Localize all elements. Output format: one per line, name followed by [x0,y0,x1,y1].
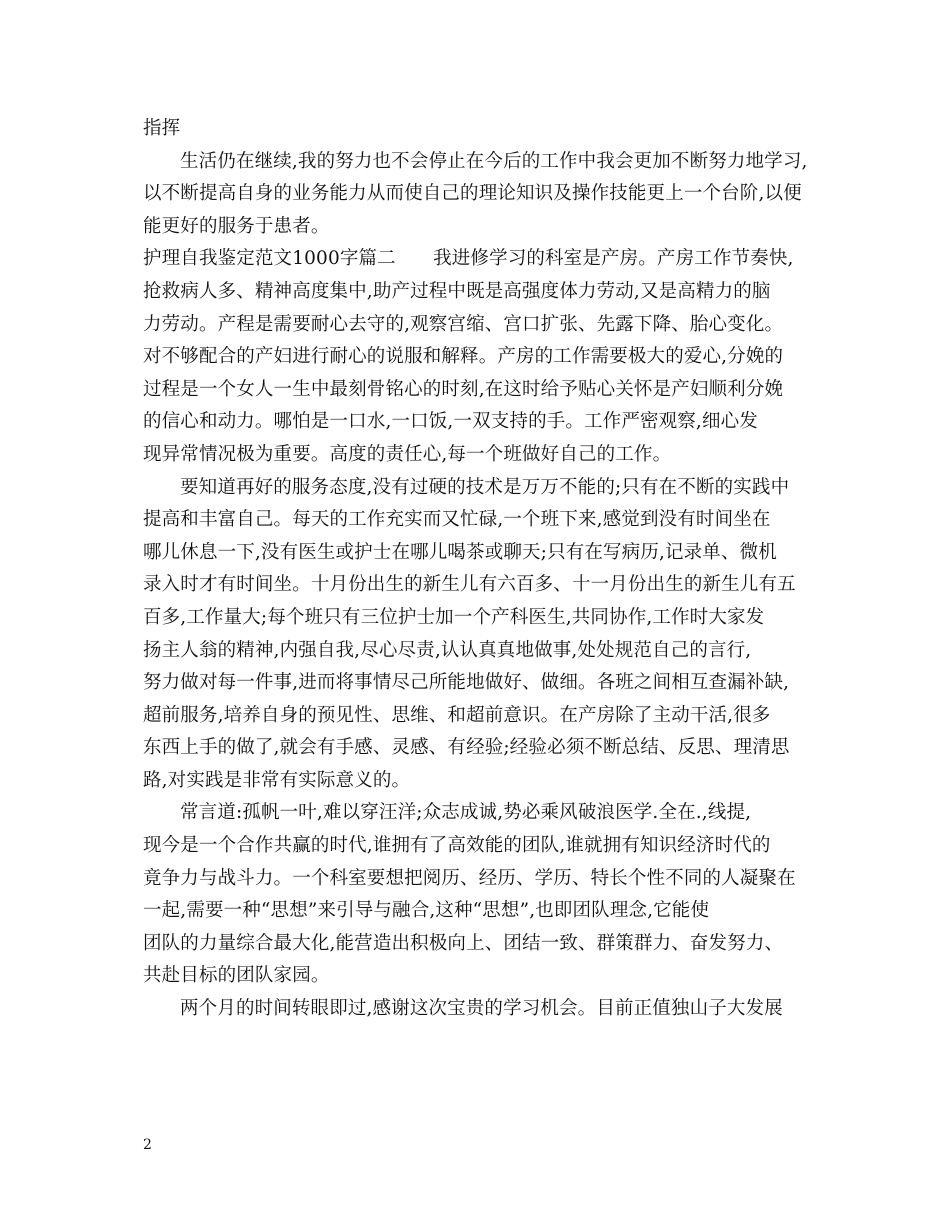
text-line: 超前服务,培养自身的预见性、思维、和超前意识。在产房除了主动干活,很多 [143,704,771,726]
text-line: 努力做对每一件事,进而将事情尽己所能地做好、做细。各班之间相互查漏补缺, [143,672,790,694]
text-line: 能更好的服务于患者。 [143,215,330,237]
text-line: 对不够配合的产妇进行耐心的说服和解释。产房的工作需要极大的爱心,分娩的 [143,346,784,368]
text-line: 竟争力与战斗力。一个科室要想把阅历、经历、学历、特长个性不同的人凝聚在 [143,867,796,889]
paragraph-start-line: 常言道:孤帆一叶,难以穿汪洋;众志成诚,势必乘风破浪医学.全在.,线提, [180,802,752,824]
text-line: 过程是一个女人一生中最刻骨铭心的时刻,在这时给予贴心关怀是产妇顺利分娩 [143,378,784,400]
paragraph-start-line: 生活仍在继续,我的努力也不会停止在今后的工作中我会更加不断努力地学习, [180,150,808,172]
text-line: 团队的力量综合最大化,能营造出积极向上、团结一致、群策群力、奋发努力、 [143,932,784,954]
paragraph-start-line: 要知道再好的服务态度,没有过硬的技术是万万不能的;只有在不断的实践中 [180,476,790,498]
text-line: 一起,需要一种“思想”来引导与融合,这种“思想”,也即团队理念,它能使 [143,900,710,922]
text-line: 共赴目标的团队家园。 [143,965,330,987]
text-line: 抢救病人多、精神高度集中,助产过程中既是高强度体力劳动,又是高精力的脑 [143,280,771,302]
text-line: 路,对实践是非常有实际意义的。 [143,769,411,791]
text-line: 哪儿休息一下,没有医生或护士在哪儿喝茶或聊天;只有在写病历,记录单、微机 [143,541,777,563]
text-line: 力劳动。产程是需要耐心去守的,观察宫缩、宫口扩张、先露下降、胎心变化。 [143,313,784,335]
text-line: 的信心和动力。哪怕是一口水,一口饭,一双支持的手。工作严密观察,细心发 [143,411,758,433]
text-line: 提高和丰富自己。每天的工作充实而又忙碌,一个班下来,感觉到没有时间坐在 [143,509,771,531]
paragraph-start-line: 两个月的时间转眼即过,感谢这次宝贵的学习机会。目前正值独山子大发展 [180,998,783,1020]
page-number: 2 [143,1137,152,1153]
text-line: 以不断提高自身的业务能力从而使自己的理论知识及操作技能更上一个台阶,以便 [143,183,802,205]
text-line: 指挥 [143,118,181,139]
text-line: 现异常情况极为重要。高度的责任心,每一个班做好自己的工作。 [143,443,672,465]
text-line: 东西上手的做了,就会有手感、灵感、有经验;经验必须不断总结、反思、理清思 [143,737,790,759]
text-line: 录入时才有时间坐。十月份出生的新生儿有六百多、十一月份出生的新生儿有五 [143,574,796,596]
text-line: 现今是一个合作共赢的时代,谁拥有了高效能的团队,谁就拥有知识经济时代的 [143,835,771,857]
text-line: 百多,工作量大;每个班只有三位护士加一个产科医生,共同协作,工作时大家发 [143,606,765,628]
section-heading-line: 护理自我鉴定范文1000字篇二 我进修学习的科室是产房。产房工作节奏快, [143,248,794,270]
document-body [143,113,823,1026]
text-line: 扬主人翁的精神,内强自我,尽心尽责,认认真真地做事,处处规范自己的言行, [143,639,752,661]
